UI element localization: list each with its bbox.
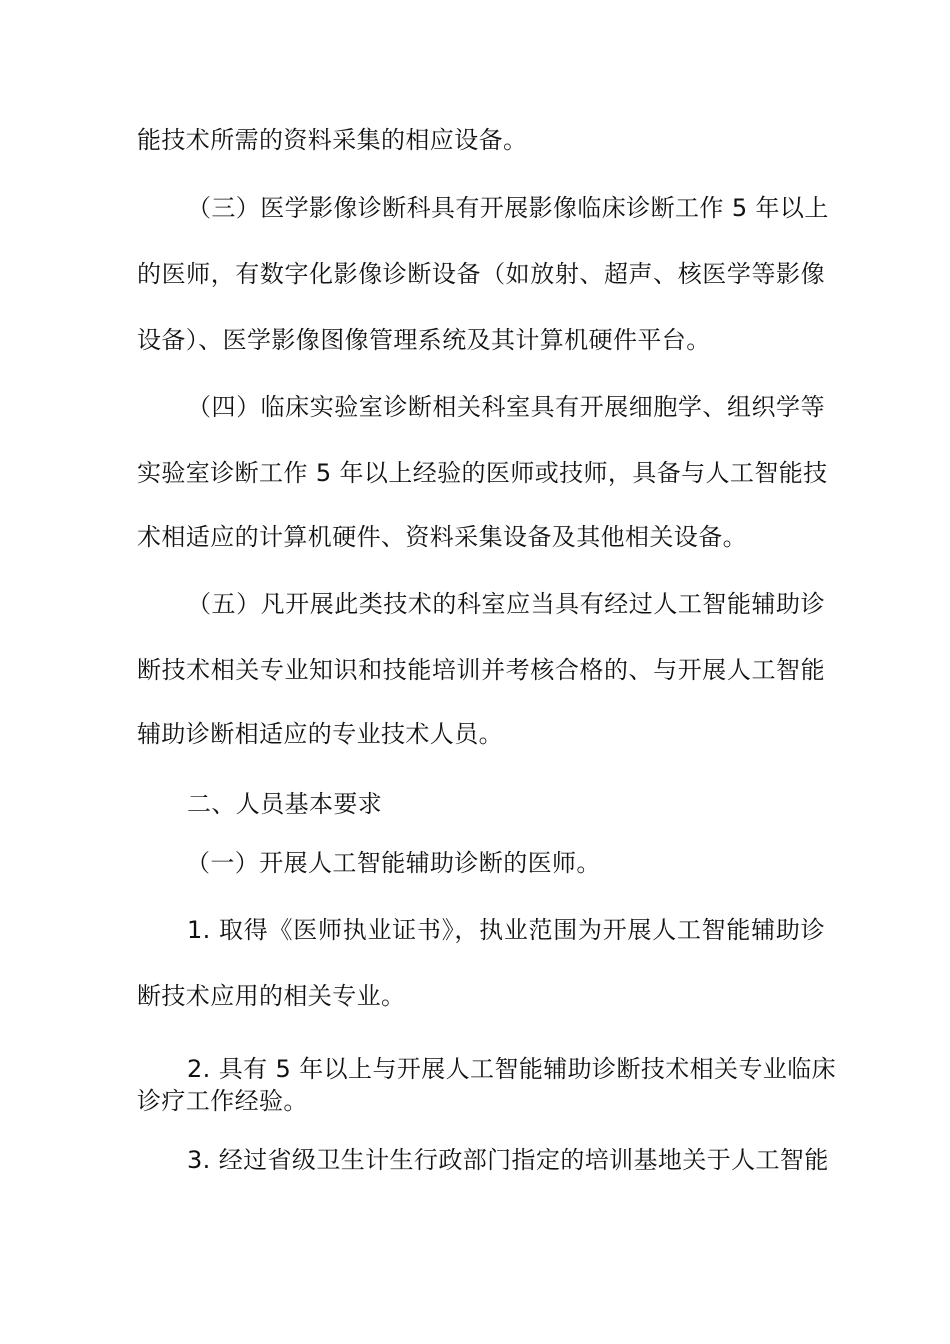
- text-line: 诊疗工作经验。: [137, 1087, 308, 1115]
- item-one-line: 1. 取得《医师执业证书》，执业范围为开展人工智能辅助诊: [187, 916, 825, 944]
- text-line: 的医师，有数字化影像诊断设备（如放射、超声、核医学等影像: [137, 260, 825, 288]
- subsection-heading: （一）开展人工智能辅助诊断的医师。: [186, 849, 601, 877]
- text-line: 断技术应用的相关专业。: [137, 982, 406, 1010]
- item-two-line: 2. 具有 5 年以上与开展人工智能辅助诊断技术相关专业临床: [187, 1055, 837, 1083]
- paragraph-three-line: （三）医学影像诊断科具有开展影像临床诊断工作 5 年以上: [187, 194, 829, 222]
- item-three-line: 3. 经过省级卫生计生行政部门指定的培训基地关于人工智能: [187, 1146, 829, 1174]
- text-line: 术相适应的计算机硬件、资料采集设备及其他相关设备。: [137, 523, 747, 551]
- paragraph-four-line: （四）临床实验室诊断相关科室具有开展细胞学、组织学等: [187, 393, 825, 421]
- paragraph-five-line: （五）凡开展此类技术的科室应当具有经过人工智能辅助诊: [187, 590, 825, 618]
- text-line: 辅助诊断相适应的专业技术人员。: [137, 720, 503, 748]
- text-line: 实验室诊断工作 5 年以上经验的医师或技师，具备与人工智能技: [137, 459, 828, 487]
- text-line: 能技术所需的资料采集的相应设备。: [137, 126, 528, 154]
- text-line: 设备）、医学影像图像管理系统及其计算机硬件平台。: [137, 326, 711, 354]
- section-heading: 二、人员基本要求: [187, 790, 383, 818]
- text-line: 断技术相关专业知识和技能培训并考核合格的、与开展人工智能: [137, 656, 825, 684]
